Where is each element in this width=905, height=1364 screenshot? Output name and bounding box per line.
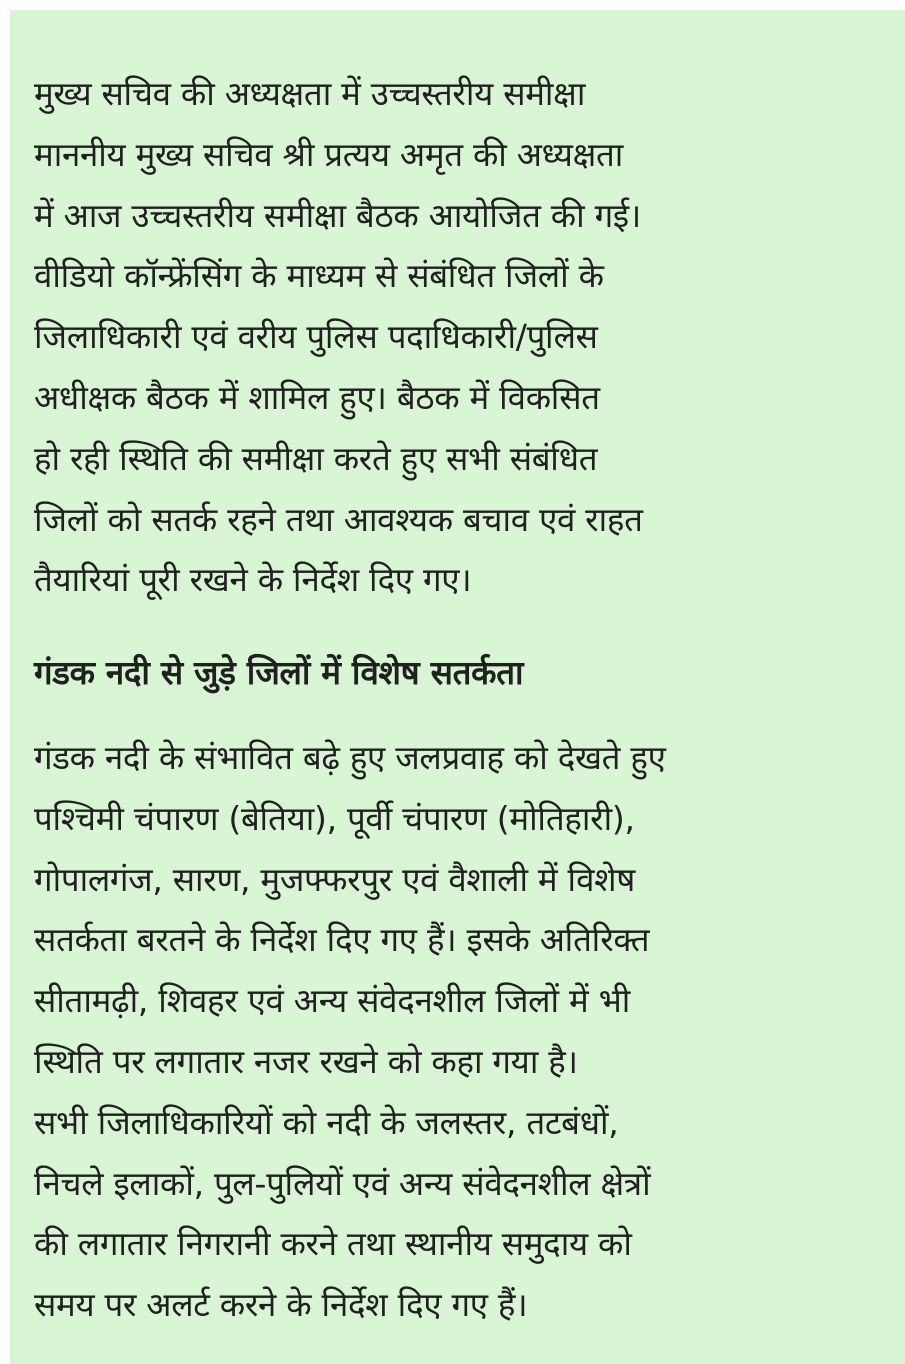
text-line: वीडियो कॉन्फ्रेंसिंग के माध्यम से संबंधित जिलों के [34,256,604,296]
text-line: की लगातार निगरानी करने तथा स्थानीय समुदाय को [34,1224,632,1264]
text-line: मुख्य सचिव की अध्यक्षता में उच्चस्तरीय समीक्षा [34,74,586,113]
text-line: माननीय मुख्य सचिव श्री प्रत्यय अमृत की अध्यक्षता [34,134,624,174]
text-line: पश्चिमी चंपारण (बेतिया), पूर्वी चंपारण (मोतिहारी), [34,798,635,838]
paragraph-gandak [34,728,905,1336]
text-line: निचले इलाकों, पुल-पुलियों एवं अन्य संवेदनशील क्षेत्रों [34,1163,651,1203]
text-line: सभी जिलाधिकारियों को नदी के जलस्तर, तटबंधों, [34,1102,619,1142]
section-heading: गंडक नदी से जुड़े जिलों में विशेष सतर्कता [34,653,524,693]
text-line: तैयारियां पूरी रखने के निर्देश दिए गए। [34,560,472,600]
text-line: सीतामढ़ी, शिवहर एवं अन्य संवेदनशील जिलों में भी [34,981,631,1021]
paragraph-intro [34,64,905,611]
text-line: गंडक नदी के संभावित बढ़े हुए जलप्रवाह को देखते हुए [34,737,666,777]
article-card [10,10,905,1364]
text-line: सतर्कता बरतने के निर्देश दिए गए हैं। इसके अतिरिक्त [34,920,650,960]
text-line: समय पर अलर्ट करने के निर्देश दिए गए हैं। [34,1285,528,1325]
text-line: गोपालगंज, सारण, मुजफ्फरपुर एवं वैशाली में विशेष [34,859,636,899]
text-line: जिलाधिकारी एवं वरीय पुलिस पदाधिकारी/पुलिस [34,317,598,357]
text-line: जिलों को सतर्क रहने तथा आवश्यक बचाव एवं राहत [34,499,643,539]
text-line: अधीक्षक बैठक में शामिल हुए। बैठक में विकसित [34,377,600,417]
text-line: हो रही स्थिति की समीक्षा करते हुए सभी संबंधित [34,438,598,478]
text-line: में आज उच्चस्तरीय समीक्षा बैठक आयोजित की गई। [34,195,641,235]
text-line: स्थिति पर लगातार नजर रखने को कहा गया है। [34,1041,578,1081]
